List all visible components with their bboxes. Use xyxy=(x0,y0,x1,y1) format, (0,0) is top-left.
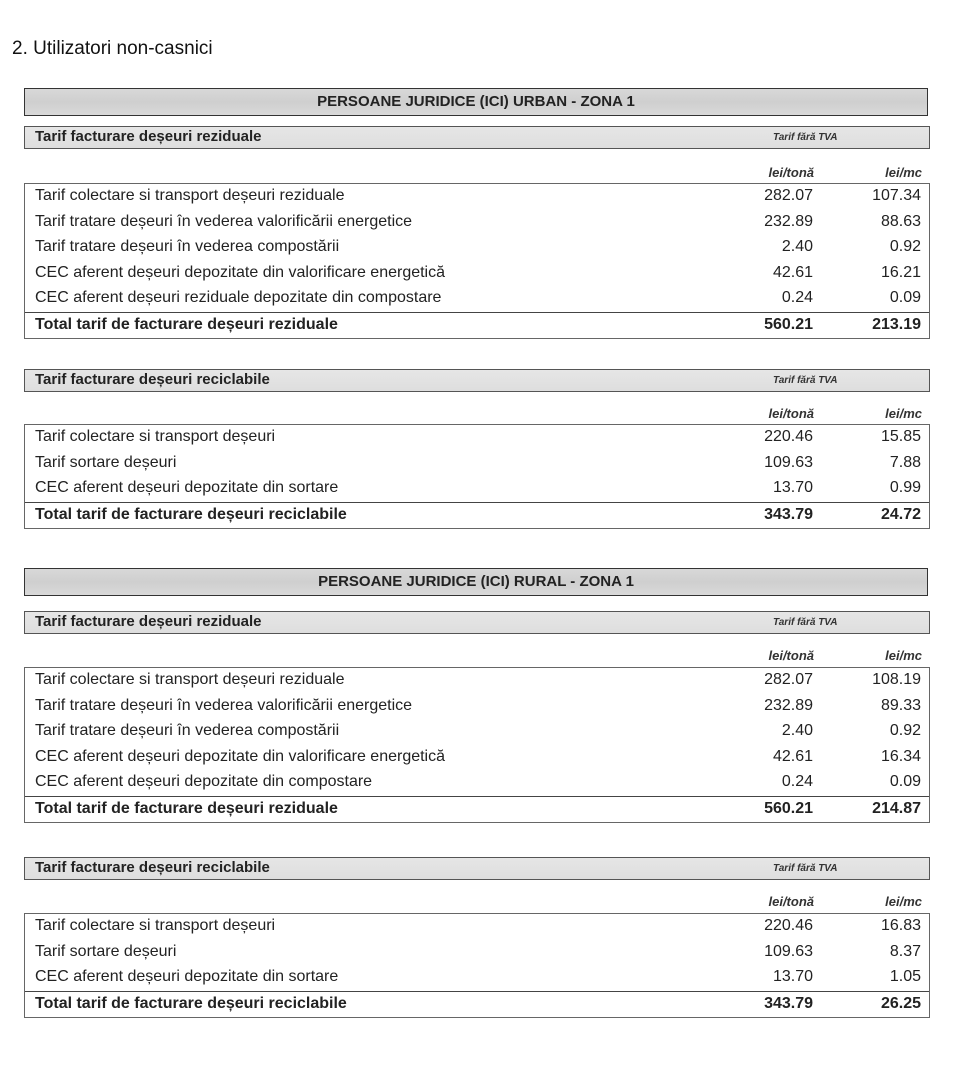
row-label: Tarif sortare deșeuri xyxy=(35,942,177,960)
vat-label: Tarif fără TVA xyxy=(773,863,838,874)
row-label: Tarif sortare deșeuri xyxy=(35,453,177,471)
value-lei-mc: 0.92 xyxy=(889,722,921,739)
value-lei-tona: 109.63 xyxy=(764,453,813,471)
urban-recyclable-header xyxy=(24,369,930,392)
value-lei-mc: 0.92 xyxy=(889,238,921,255)
urban-recyclable-table xyxy=(24,424,930,529)
table-row xyxy=(25,668,929,694)
urban-residual-header xyxy=(24,126,930,149)
row-label: Tarif tratare deșeuri în vederea valorificării energetice xyxy=(35,696,413,714)
table-row xyxy=(25,425,929,451)
row-label: CEC aferent deșeuri depozitate din sortare xyxy=(35,479,339,496)
value-lei-tona: 13.70 xyxy=(772,479,813,496)
table-title: Tarif facturare deșeuri reziduale xyxy=(35,613,262,630)
total-label: Total tarif de facturare deșeuri reciclabile xyxy=(35,994,347,1012)
table-row xyxy=(25,770,929,796)
row-label: CEC aferent deșeuri depozitate din valorificare energetică xyxy=(35,747,446,765)
value-lei-mc: 0.09 xyxy=(889,289,921,306)
row-label: Tarif colectare si transport deșeuri xyxy=(35,428,276,445)
total-label: Total tarif de facturare deșeuri reziduale xyxy=(35,315,338,333)
units-header xyxy=(24,646,930,666)
total-label: Total tarif de facturare deșeuri reciclabile xyxy=(35,505,347,523)
row-label: Tarif tratare deșeuri în vederea compostării xyxy=(35,722,340,739)
table-row xyxy=(25,451,929,477)
vat-label: Tarif fără TVA xyxy=(773,375,838,386)
value-lei-mc: 16.34 xyxy=(880,747,921,765)
value-lei-mc: 8.37 xyxy=(889,942,921,960)
total-lei-mc: 214.87 xyxy=(872,799,921,817)
value-lei-tona: 220.46 xyxy=(764,428,813,445)
total-row xyxy=(25,312,929,339)
rural-recyclable-header xyxy=(24,857,930,880)
row-label: CEC aferent deșeuri reziduale depozitate din compostare xyxy=(35,289,442,306)
value-lei-mc: 88.63 xyxy=(880,212,921,230)
table-row xyxy=(25,965,929,991)
units-header xyxy=(24,892,930,912)
total-row xyxy=(25,502,929,529)
value-lei-tona: 13.70 xyxy=(772,968,813,985)
value-lei-mc: 15.85 xyxy=(880,428,921,445)
value-lei-mc: 7.88 xyxy=(889,453,921,471)
value-lei-tona: 282.07 xyxy=(764,187,813,204)
unit-lei-tona: lei/tonă xyxy=(768,165,814,180)
value-lei-tona: 0.24 xyxy=(781,773,813,790)
value-lei-tona: 42.61 xyxy=(772,263,813,281)
row-label: Tarif colectare si transport deșeuri reziduale xyxy=(35,187,345,204)
rural-residual-table xyxy=(24,667,930,823)
table-row xyxy=(25,914,929,940)
section-heading: 2. Utilizatori non-casnici xyxy=(12,38,213,59)
value-lei-tona: 42.61 xyxy=(772,747,813,765)
table-row xyxy=(25,694,929,720)
value-lei-mc: 0.09 xyxy=(889,773,921,790)
row-label: Tarif colectare si transport deșeuri reziduale xyxy=(35,671,345,688)
unit-lei-mc: lei/mc xyxy=(885,648,922,663)
value-lei-mc: 0.99 xyxy=(889,479,921,496)
row-label: Tarif colectare si transport deșeuri xyxy=(35,917,276,934)
units-header xyxy=(24,404,930,424)
total-lei-tona: 343.79 xyxy=(764,505,813,523)
value-lei-mc: 108.19 xyxy=(872,671,921,688)
total-lei-mc: 24.72 xyxy=(880,505,921,523)
total-row xyxy=(25,796,929,823)
table-row xyxy=(25,210,929,236)
value-lei-tona: 109.63 xyxy=(764,942,813,960)
value-lei-tona: 232.89 xyxy=(764,212,813,230)
value-lei-tona: 2.40 xyxy=(781,722,813,739)
unit-lei-tona: lei/tonă xyxy=(768,406,814,421)
table-title: Tarif facturare deșeuri reciclabile xyxy=(35,371,270,388)
unit-lei-mc: lei/mc xyxy=(885,165,922,180)
table-row xyxy=(25,235,929,261)
row-label: CEC aferent deșeuri depozitate din compostare xyxy=(35,773,373,790)
value-lei-mc: 89.33 xyxy=(880,696,921,714)
table-title: Tarif facturare deșeuri reziduale xyxy=(35,128,262,145)
urban-residual-table xyxy=(24,183,930,339)
row-label: Tarif tratare deșeuri în vederea compostării xyxy=(35,238,340,255)
value-lei-mc: 16.21 xyxy=(880,263,921,281)
rural-recyclable-table xyxy=(24,913,930,1018)
total-row xyxy=(25,991,929,1018)
rural-zone-banner: PERSOANE JURIDICE (ICI) RURAL - ZONA 1 xyxy=(24,568,928,596)
table-row xyxy=(25,940,929,966)
value-lei-tona: 2.40 xyxy=(781,238,813,255)
row-label: CEC aferent deșeuri depozitate din sortare xyxy=(35,968,339,985)
value-lei-mc: 107.34 xyxy=(872,187,921,204)
unit-lei-mc: lei/mc xyxy=(885,894,922,909)
value-lei-tona: 220.46 xyxy=(764,917,813,934)
row-label: CEC aferent deșeuri depozitate din valorificare energetică xyxy=(35,263,446,281)
table-row xyxy=(25,719,929,745)
total-lei-mc: 26.25 xyxy=(880,994,921,1012)
vat-label: Tarif fără TVA xyxy=(773,132,838,143)
total-lei-tona: 343.79 xyxy=(764,994,813,1012)
row-label: Tarif tratare deșeuri în vederea valorificării energetice xyxy=(35,212,413,230)
value-lei-mc: 16.83 xyxy=(880,917,921,934)
value-lei-tona: 232.89 xyxy=(764,696,813,714)
total-lei-mc: 213.19 xyxy=(872,315,921,333)
unit-lei-mc: lei/mc xyxy=(885,406,922,421)
value-lei-tona: 0.24 xyxy=(781,289,813,306)
total-lei-tona: 560.21 xyxy=(764,315,813,333)
units-header xyxy=(24,163,930,183)
table-title: Tarif facturare deșeuri reciclabile xyxy=(35,859,270,876)
urban-zone-banner: PERSOANE JURIDICE (ICI) URBAN - ZONA 1 xyxy=(24,88,928,116)
total-label: Total tarif de facturare deșeuri reziduale xyxy=(35,799,338,817)
vat-label: Tarif fără TVA xyxy=(773,617,838,628)
value-lei-mc: 1.05 xyxy=(889,968,921,985)
unit-lei-tona: lei/tonă xyxy=(768,894,814,909)
table-row xyxy=(25,476,929,502)
table-row xyxy=(25,184,929,210)
rural-residual-header xyxy=(24,611,930,634)
total-lei-tona: 560.21 xyxy=(764,799,813,817)
value-lei-tona: 282.07 xyxy=(764,671,813,688)
table-row xyxy=(25,286,929,312)
table-row xyxy=(25,745,929,771)
table-row xyxy=(25,261,929,287)
unit-lei-tona: lei/tonă xyxy=(768,648,814,663)
